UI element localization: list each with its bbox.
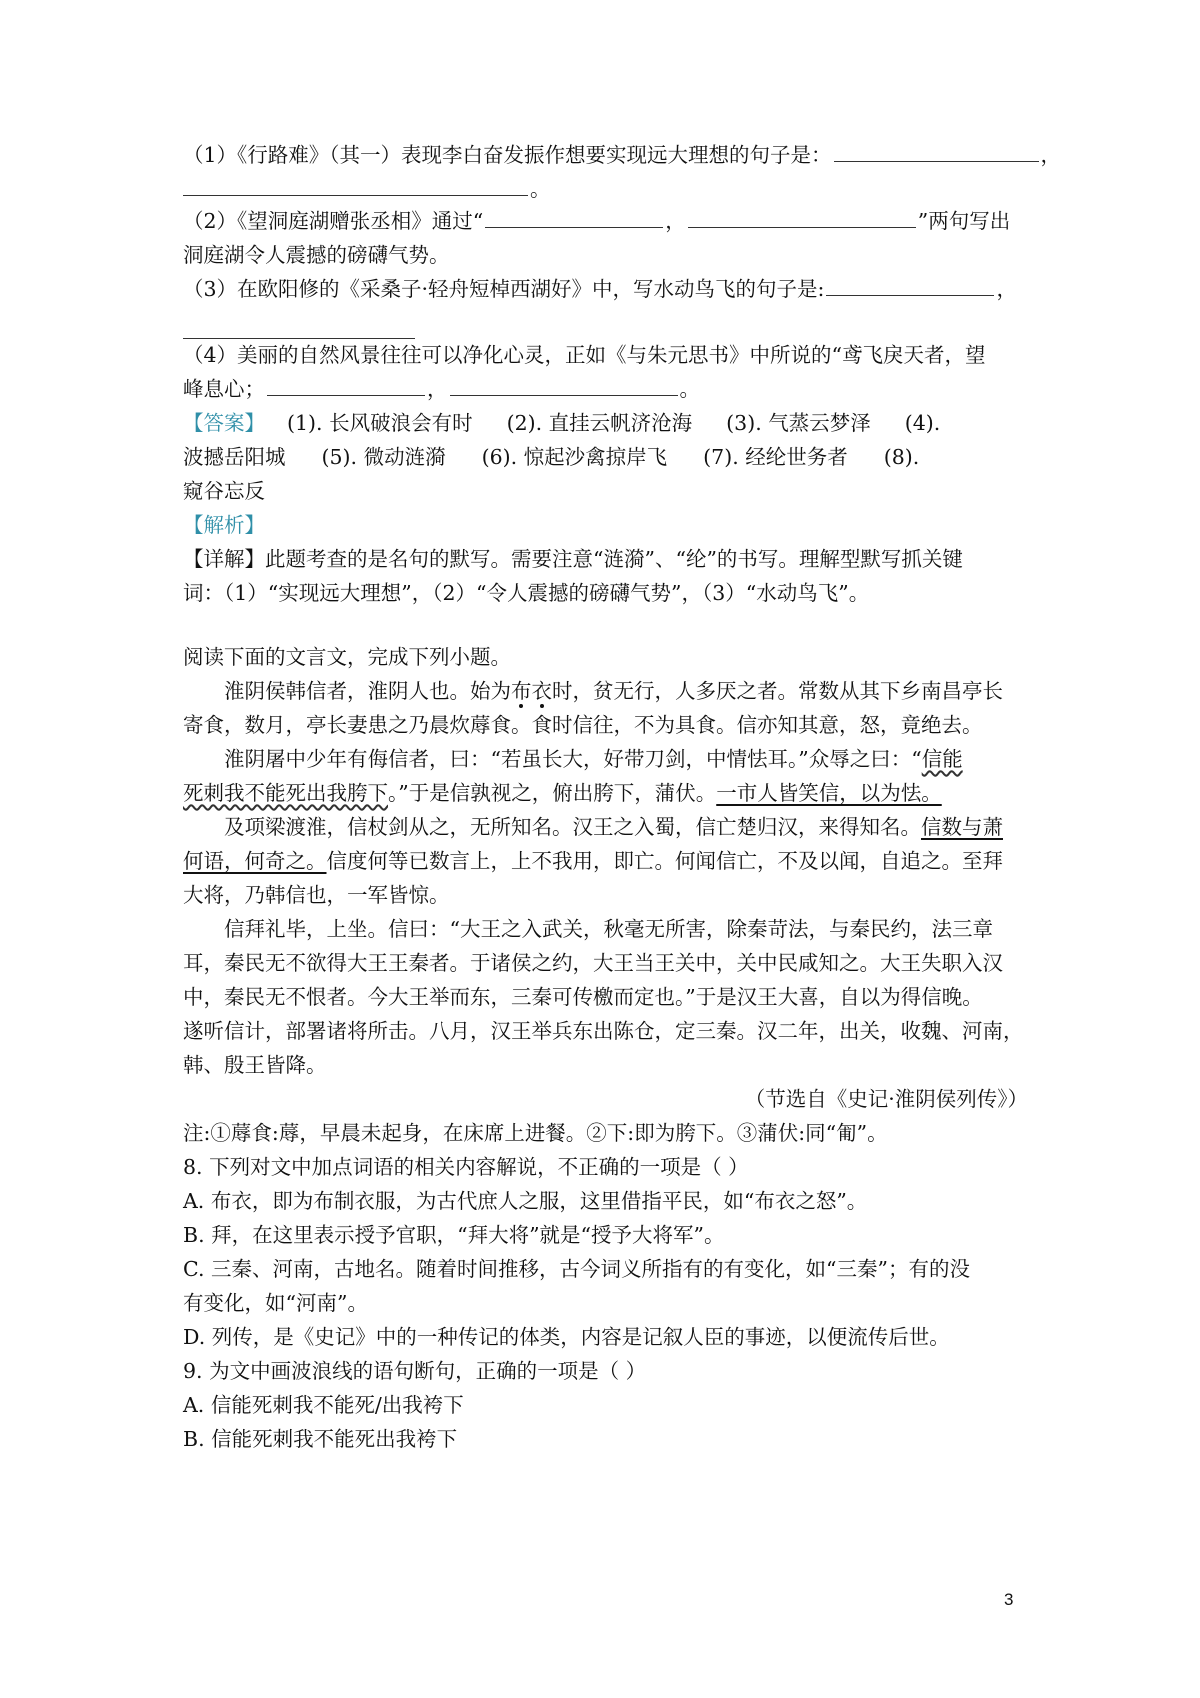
passage-p4-line-3: 中，秦民无不恨者。今大王举而东，三秦可传檄而定也。”于是汉王大喜，自以为得信晚。 <box>183 985 983 1009</box>
question-8-option-b[interactable]: B. 拜，在这里表示授予官职，“拜大将”就是“授予大将军”。 <box>183 1223 725 1247</box>
page-number: 3 <box>1004 1590 1014 1609</box>
passage-text: 信度何等已数言上，上不我用，即亡。何闻信亡，不及以闻，自追之。至拜 <box>326 849 1003 873</box>
passage-p3-line-3: 大将，乃韩信也，一军皆惊。 <box>183 883 450 907</box>
punct: ， <box>427 377 448 401</box>
answer-blank[interactable] <box>183 318 415 339</box>
passage-text: 时，贫无行，人多厌之者。常数从其下乡南昌亭长 <box>552 679 1003 703</box>
dotted-word: 衣 <box>531 679 552 703</box>
passage-text: 及项梁渡淮，信杖剑从之，无所知名。汉王之入蜀，信亡楚归汉，来得知名。 <box>224 815 921 839</box>
question-9-option-b[interactable]: B. 信能死刺我不能死出我袴下 <box>183 1427 458 1451</box>
answer-item: (7). 经纶世务者 <box>703 445 848 469</box>
answer-blank[interactable] <box>183 175 528 196</box>
answer-item: (4). <box>904 411 941 435</box>
answer-item: (2). 直挂云帆济沧海 <box>506 411 693 435</box>
question-4-line-2 <box>183 375 1028 403</box>
passage-p2-line-1 <box>224 745 1028 773</box>
passage-source: （节选自《史记·淮阴侯列传》） <box>744 1087 1028 1111</box>
question-8-option-c-line-2[interactable]: 有变化，如“河南”。 <box>183 1291 368 1315</box>
answer-item: (5). 微动涟漪 <box>321 445 446 469</box>
question-2-text: （2）《望洞庭湖赠张丞相》通过“ <box>183 209 484 233</box>
question-1-line-2 <box>183 175 1028 203</box>
answer-item: (8). <box>883 445 920 469</box>
passage-p4-line-1: 信拜礼毕，上坐。信曰：“大王之入武关，秋毫无所害，除秦苛法，与秦民约，法三章 <box>224 917 993 941</box>
punct: 。 <box>530 177 551 201</box>
passage-p4-line-2: 耳，秦民无不欲得大王王秦者。于诸侯之约，大王当王关中，关中民咸知之。大王失职入汉 <box>183 951 1003 975</box>
analysis-line-2: 词：（1）“实现远大理想”，（2）“令人震撼的磅礴气势”，（3）“水动鸟飞”。 <box>183 581 870 605</box>
question-1-line-1 <box>183 141 1062 169</box>
answer-item: (6). 惊起沙禽掠岸飞 <box>481 445 668 469</box>
wavy-underlined-text: 死刺我不能死出我胯下 <box>183 781 388 805</box>
punct: 。 <box>679 377 700 401</box>
answer-blank[interactable] <box>450 375 678 396</box>
passage-text: 。”于是信孰视之，俯出胯下，蒲伏。 <box>388 781 717 805</box>
wavy-underlined-text: 信能 <box>921 747 963 771</box>
passage-p4-line-4: 遂听信计，部署诸将所击。八月，汉王举兵东出陈仓，定三秦。汉二年，出关，收魏、河南， <box>183 1019 1024 1043</box>
question-8-option-c-line-1[interactable]: C. 三秦、河南，古地名。随着时间推移，古今词义所指有的有变化，如“三秦”；有的没 <box>183 1257 970 1281</box>
question-3-line-1 <box>183 275 1028 303</box>
answer-line-3: 窥谷忘反 <box>183 479 265 503</box>
answer-line-2 <box>183 443 1028 471</box>
dotted-word: 布 <box>511 679 532 703</box>
answer-blank[interactable] <box>267 375 425 396</box>
passage-note: 注:①蓐食:蓐，早晨未起身，在床席上进餐。②下:即为胯下。③蒲伏:同“匍”。 <box>183 1121 888 1145</box>
question-4-line-1: （4）美丽的自然风景往往可以净化心灵，正如《与朱元思书》中所说的“鸢飞戾天者，望 <box>183 343 986 367</box>
passage-p1-line-1 <box>224 677 1028 705</box>
passage-intro: 阅读下面的文言文，完成下列小题。 <box>183 645 511 669</box>
answer-line-1 <box>183 409 1028 437</box>
punct: ， <box>665 209 686 233</box>
question-9-option-a[interactable]: A. 信能死刺我不能死/出我袴下 <box>183 1393 464 1417</box>
question-1-text: （1）《行路难》（其一）表现李白奋发振作想要实现远大理想的句子是： <box>183 143 832 167</box>
passage-p2-line-2 <box>183 779 1028 807</box>
question-8-stem: 8. 下列对文中加点词语的相关内容解说，不正确的一项是（ ） <box>183 1155 749 1179</box>
answer-item: 波撼岳阳城 <box>183 445 286 469</box>
passage-text: 淮阴屠中少年有侮信者，曰：“若虽长大，好带刀剑，中情怯耳。”众辱之曰：“ <box>224 747 922 771</box>
question-2-line-1 <box>183 207 1028 235</box>
passage-p3-line-1 <box>224 813 1028 841</box>
punct: ， <box>1040 143 1062 167</box>
answer-blank[interactable] <box>834 141 1039 162</box>
answer-tag: 【答案】 <box>183 411 265 435</box>
question-8-option-d[interactable]: D. 列传，是《史记》中的一种传记的体类，内容是记叙人臣的事迹，以便流传后世。 <box>183 1325 950 1349</box>
answer-item: (1). 长风破浪会有时 <box>287 411 473 435</box>
punct: ， <box>996 277 1017 301</box>
question-8-option-a[interactable]: A. 布衣，即为布制衣服，为古代庶人之服，这里借指平民，如“布衣之怒”。 <box>183 1189 868 1213</box>
answer-blank[interactable] <box>688 207 916 228</box>
passage-p3-line-2 <box>183 847 1028 875</box>
question-2-line-2: 洞庭湖令人震撼的磅礴气势。 <box>183 243 450 267</box>
answer-blank[interactable] <box>485 207 663 228</box>
question-2-text: ”两句写出 <box>917 209 1011 233</box>
underlined-text: 何语，何奇之。 <box>183 849 327 873</box>
passage-text: 淮阴侯韩信者，淮阴人也。始为 <box>224 679 511 703</box>
analysis-tag: 【解析】 <box>183 513 265 537</box>
answer-item: (3). 气蒸云梦泽 <box>726 411 871 435</box>
passage-p1-line-2: 寄食，数月，亭长妻患之乃晨炊蓐食。食时信往，不为具食。信亦知其意，怒，竟绝去。 <box>183 713 983 737</box>
underlined-text: 信数与萧 <box>921 815 1003 839</box>
question-9-stem: 9. 为文中画波浪线的语句断句，正确的一项是（ ） <box>183 1359 647 1383</box>
passage-p4-line-5: 韩、殷王皆降。 <box>183 1053 327 1077</box>
underlined-text: 一市人皆笑信，以为怯。 <box>716 781 942 805</box>
question-4-text: 峰息心； <box>183 377 265 401</box>
answer-blank[interactable] <box>826 275 994 296</box>
question-3-text: （3）在欧阳修的《采桑子·轻舟短棹西湖好》中，写水动鸟飞的句子是: <box>183 277 825 301</box>
analysis-line-1: 【详解】此题考查的是名句的默写。需要注意“涟漪”、“纶”的书写。理解型默写抓关键 <box>183 547 963 571</box>
